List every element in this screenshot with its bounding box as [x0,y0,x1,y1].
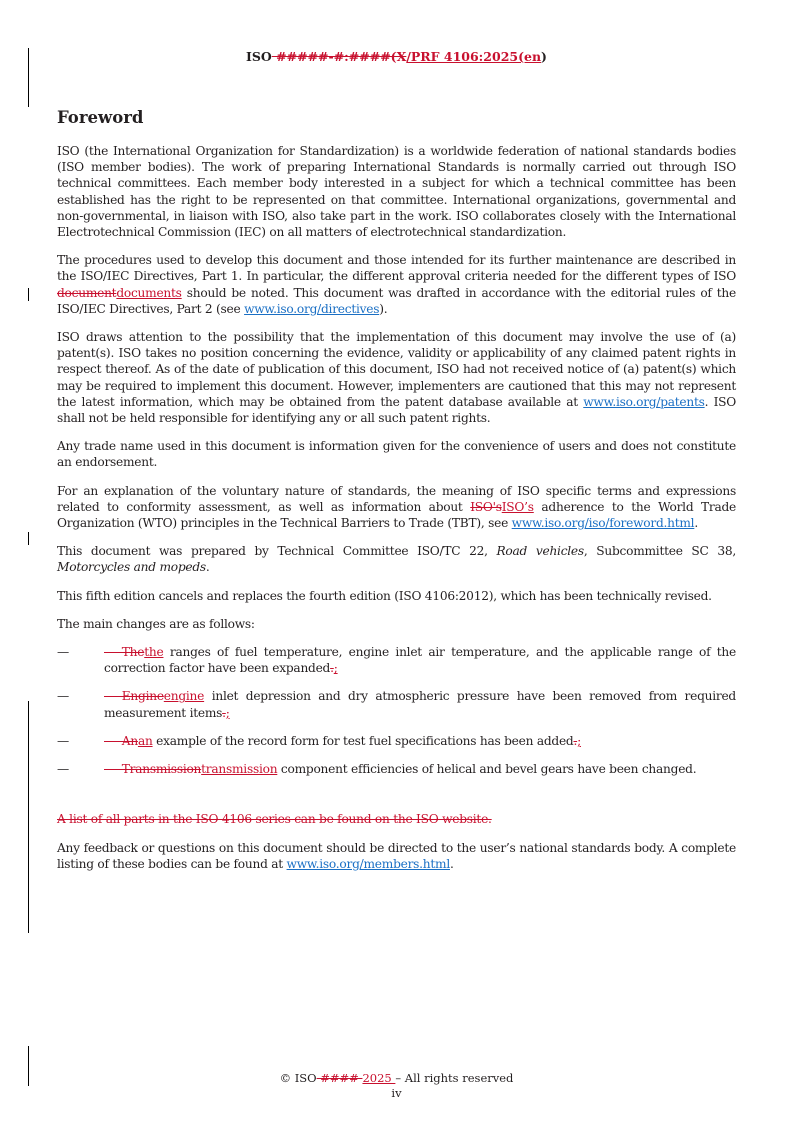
text: ranges of fuel temperature, engine inlet air temperature, and the applicable range of the correction factor have been expanded [104,645,736,676]
committee-name: Road vehicles [496,544,584,559]
subcommittee-name: Motorcycles and mopeds [57,560,206,575]
text: . [450,856,454,871]
inserted-text: 2025 [362,1071,396,1085]
paragraph-voluntary-nature [57,483,736,532]
inserted-text: ; [577,733,581,748]
text: . [205,560,210,575]
text: should be noted. This document was drafted in accordance with the editorial rules of the ISO/IEC Directives, Part 2 (see [57,285,736,316]
deleted-text: . [330,661,334,676]
deleted-text: — Engine [104,689,164,704]
change-bar [28,532,29,545]
deleted-text: — An [104,733,138,748]
paragraph-patents [57,329,736,426]
dash-bullet: — [57,733,69,748]
text: , Subcommittee SC 38, [583,544,736,559]
inserted-text: ; [333,661,338,676]
text: . ISO shall not be held responsible for identifying any or all such patent rights. [57,394,736,426]
document-footer [0,1071,793,1101]
change-list-item [57,644,736,676]
paragraph-iso-intro: ISO (the International Organization for Standardization) is a worldwide federation of national standards bodies (ISO member bodies). The work of preparing International Standards is normally carried out through ISO technical committees. Each member body interested in a subject for which a technical committee has been established has the right to be represented on that committee. International organizations, governmental and non-governmental, in liaison with ISO, also take part in the work. ISO collaborates closely with the International Electrotechnical Commission (IEC) on all matters of electrotechnical standardization. [57,144,736,240]
deleted-text: — The [104,645,145,660]
header-deleted-text: #####-#:####(X [271,49,407,64]
deleted-text: — Transmission [104,762,202,777]
deleted-text: #### [316,1071,363,1085]
dash-bullet: — [57,762,69,777]
text: ). [379,301,388,316]
header-prefix: ISO [246,49,272,64]
deleted-text: ISO's [470,499,502,514]
inserted-text: ; [225,705,230,720]
deleted-text: document [57,285,117,300]
page-number: iv [391,1086,402,1100]
document-header [0,49,793,64]
copyright-suffix: – All rights reserved [395,1071,514,1085]
directives-link[interactable]: www.iso.org/directives [244,301,380,316]
inserted-text: the [144,645,164,660]
text: . [694,516,698,531]
paragraph-edition: This fifth edition cancels and replaces the fourth edition (ISO 4106:2012), which has been technically revised. [57,588,712,603]
members-link[interactable]: www.iso.org/members.html [286,856,450,871]
change-list-item [57,733,736,749]
text: inlet depression and dry atmospheric pressure have been removed from required measurement items [104,689,736,720]
spacer [57,789,736,811]
change-list-item [57,688,736,720]
text: component efficiencies of helical and bevel gears have been changed. [277,762,697,777]
paragraph-main-changes: The main changes are as follows: [57,616,255,631]
inserted-text: an [137,733,153,748]
change-list-item [57,761,736,777]
document-body [57,107,736,884]
paragraph-procedures [57,252,736,317]
deleted-text: . [573,733,578,748]
text: ISO draws attention to the possibility that the implementation of this document may involve the use of (a) patent(s). ISO takes no position concerning the evidence, validity or applicability of any claimed patent rights in respect thereof. As of the date of publication of this document, ISO had not received notice of (a) patent(s) which may be required to implement this document. However, implementers are cautioned that this may not represent the latest information, which may be obtained from the patent database available at [57,330,736,409]
header-suffix: ) [541,49,547,64]
inserted-text: engine [163,689,205,704]
header-inserted-text: /PRF 4106:2025(en [406,49,542,64]
paragraph-deleted-parts-list: A list of all parts in the ISO 4106 series can be found on the ISO website. [57,812,492,827]
copyright-prefix: © ISO [279,1071,317,1085]
text: example of the record form for test fuel specifications has been added [152,733,574,748]
foreword-link[interactable]: www.iso.org/iso/foreword.html [511,516,695,531]
patents-link[interactable]: www.iso.org/patents [583,394,705,409]
change-bar [28,701,29,933]
text: For an explanation of the voluntary nature of standards, the meaning of ISO specific terms and expressions related to conformity assessment, as well as information about [57,483,736,514]
paragraph-committee [57,543,736,575]
inserted-text: ISO’s [501,499,534,514]
inserted-text: documents [116,285,182,300]
inserted-text: transmission [201,762,278,777]
copyright-line [0,1071,793,1086]
deleted-text: . [222,705,226,720]
page-title: Foreword [57,108,144,127]
paragraph-trade-name: Any trade name used in this document is information given for the convenience of users and does not constitute an endorsement. [57,439,736,470]
dash-bullet: — [57,645,69,660]
text: This document was prepared by Technical Committee ISO/TC 22, [57,544,497,559]
change-bar [28,288,29,301]
text: Any feedback or questions on this document should be directed to the user’s national standards body. A complete listing of these bodies can be found at [57,840,736,871]
text: The procedures used to develop this document and those intended for its further maintenance are described in the ISO/IEC Directives, Part 1. In particular, the different approval criteria needed for the different types of ISO [57,253,736,284]
paragraph-feedback [57,840,736,872]
dash-bullet: — [57,689,69,704]
text: adherence to the World Trade Organization (WTO) principles in the Technical Barriers to Trade (TBT), see [57,499,736,531]
